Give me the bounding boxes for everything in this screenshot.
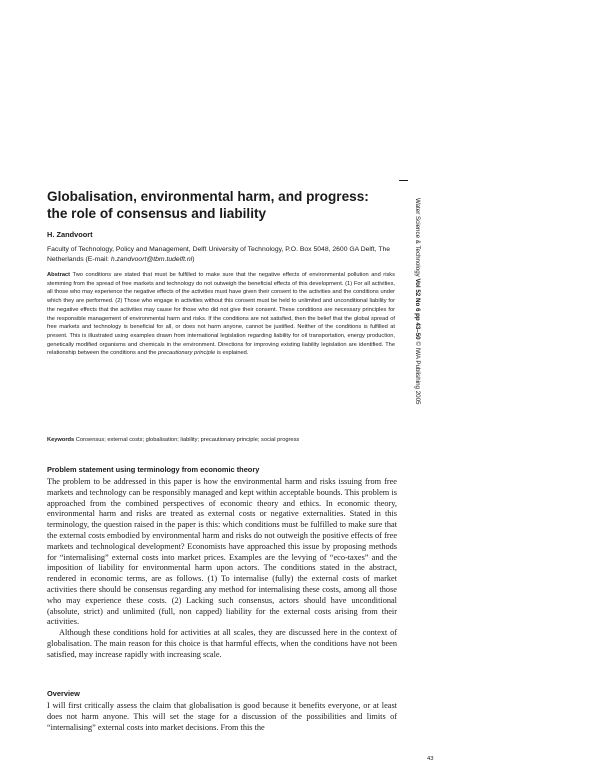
keywords-text: Consensus; external costs; globalisation; liability; precautionary principle; social progress <box>74 437 300 443</box>
body-paragraph: The problem to be addressed in this paper is how the environmental harm and risks issuing from free markets and technology can be responsibly managed and kept within acceptable bounds. This problem is approached from the combined perspectives of economic theory and ethics. In economic theory, environmental harm and risks are treated as external costs or negative externalities. Stated in this terminology, the question raised in the paper is this: which conditions must be fulfilled to make sure that the external costs embodied by environmental harm and risks do not outweigh the positive effects of free markets and technological development? Economists have approached this issue by proposing methods for “internalising” external costs into market prices. Examples are the levying of “eco-taxes” and the imposition of liability for environmental harm upon actors. The conditions stated in the abstract, rendered in economic terms, are as follows. (1) To internalise (fully) the external costs of market activities there should be consensus regarding any method for internalising these costs, among all those who may experience these costs. (2) Lacking such consensus, actors should have unconditional (absolute, strict) and unlimited (full, non capped) liability for the external costs arising from their activities. <box>47 477 397 627</box>
section-heading-overview: Overview <box>47 689 80 698</box>
page-number: 43 <box>427 756 434 762</box>
abstract <box>47 271 395 358</box>
body-paragraph: I will first critically assess the claim that globalisation is good because it benefits everyone, or at least does not harm anyone. This will set the stage for a discussion of the possibilities and limits of “internalising” external costs into market decisions. From this the <box>47 701 397 732</box>
abstract-text-2: is explained. <box>215 350 249 357</box>
author-affiliation <box>47 245 397 264</box>
section-body-problem-statement <box>47 477 397 661</box>
journal-volume: Vol 52 No 6 pp 43–50 <box>414 278 421 340</box>
abstract-text-1: Two conditions are stated that must be fulfilled to make sure that the negative effects of environmental pollution and risks stemming from the spread of free markets and technology do not outweigh the beneficial effects of this development. (1) For all activities, all those who may experience the negative effects of the activities must have given their consent to the activities and the conditions under which they are performed. (2) Those who engage in activities without this consent must be held to unlimited and unconditional liability for the negative effects that the activities may cause for those who did not give their consent. These conditions are necessary principles for the responsible management of environmental harm and risks. If the conditions are not satisfied, then the belief that the global spread of free markets and technology is beneficial for all, or does not harm anyone, cannot be justified. Neither of the conditions is fulfilled at present. This is illustrated using examples drawn from international legislation regarding liability for oil transportation, energy production, genetically modified organisms and chemicals in the environment. Directions for improving existing liability legislation are identified. The relationship between the conditions and the <box>47 272 395 357</box>
keywords <box>47 436 395 445</box>
journal-sidebar <box>414 198 421 404</box>
author-name: H. Zandvoort <box>47 230 93 239</box>
journal-name: Water Science & Technology <box>414 198 421 279</box>
abstract-label: Abstract <box>47 272 71 278</box>
journal-publisher: © IWA Publishing 2005 <box>414 339 421 405</box>
article-title: Globalisation, environmental harm, and progress: the role of consensus and liability <box>47 189 369 221</box>
author-email[interactable]: h.zandvoort@tbm.tudelft.nl <box>110 255 193 263</box>
body-paragraph: Although these conditions hold for activities at all scales, they are discussed here in the context of globalisation. The main reason for this choice is that harmful effects, when the conditions have not been satisfied, may increase rapidly with increasing scale. <box>47 628 397 659</box>
section-body-overview <box>47 701 397 733</box>
sidebar-rule <box>399 180 408 181</box>
keywords-label: Keywords <box>47 437 75 443</box>
section-heading-problem-statement: Problem statement using terminology from economic theory <box>47 465 260 474</box>
affiliation-close: ) <box>192 255 195 263</box>
abstract-emphasis: precautionary principle <box>157 350 216 357</box>
affiliation-text: Faculty of Technology, Policy and Management, Delft University of Technology, P.O. Box 5048, 2600 GA Delft, The Netherlands (E-mail: <box>47 246 391 263</box>
